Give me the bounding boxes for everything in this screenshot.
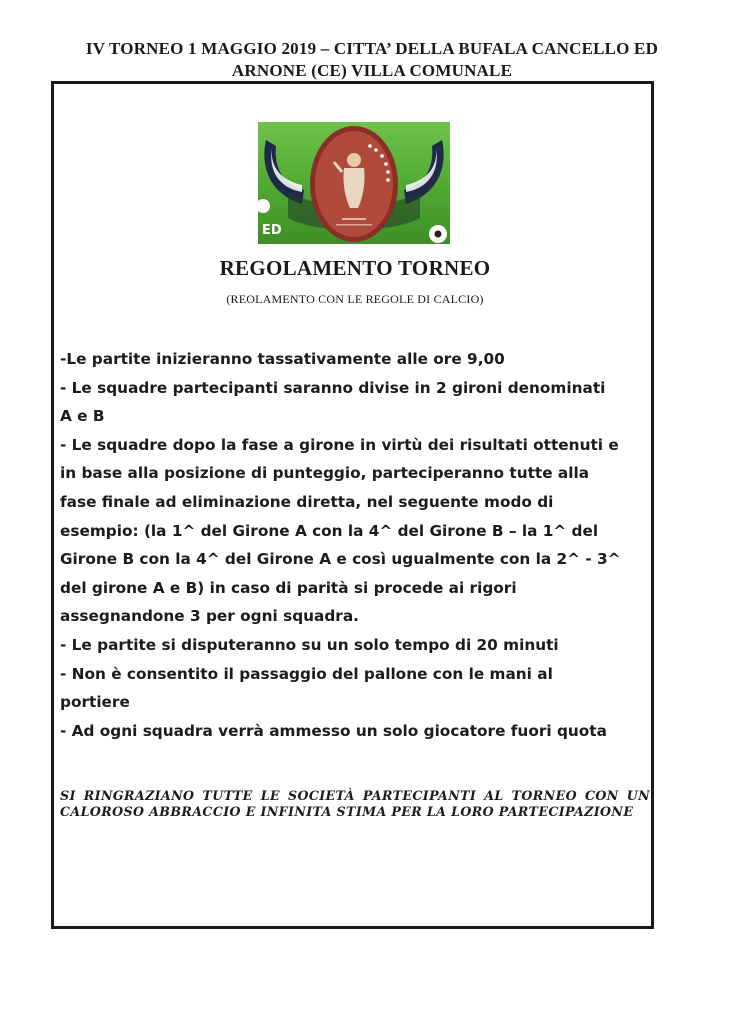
rules-line: del girone A e B) in caso di parità si procede ai rigori xyxy=(60,578,517,597)
rules-line: - Le squadre partecipanti saranno divise in 2 gironi denominati xyxy=(60,378,606,397)
rules-line: A e B xyxy=(60,407,105,426)
left-horn-icon xyxy=(264,140,304,204)
tournament-logo xyxy=(258,122,450,244)
rules-line: - Ad ogni squadra verrà ammesso un solo giocatore fuori quota xyxy=(60,721,607,740)
rules-line: -Le partite inizieranno tassativamente alle ore 9,00 xyxy=(60,350,505,368)
document-header xyxy=(40,38,704,82)
rules-line: - Non è consentito il passaggio del pallone con le mani al xyxy=(60,664,553,683)
rules-line: fase finale ad eliminazione diretta, nel seguente modo di xyxy=(60,492,554,511)
goddess-head-icon xyxy=(347,153,361,167)
rules-line: esempio: (la 1^ del Girone A con la 4^ del Girone B – la 1^ del xyxy=(60,521,599,540)
header-line-1: IV TORNEO 1 MAGGIO 2019 – CITTA’ DELLA BUFALA CANCELLO ED xyxy=(85,39,659,58)
page-subtitle: (REOLAMENTO CON LE REGOLE DI CALCIO) xyxy=(226,292,484,306)
thanks-note: SI RINGRAZIANO TUTTE LE SOCIETÀ PARTECIPANTI AL TORNEO CON UN CALOROSO ABBRACCIO E INFINITA STIMA PER LA LORO PARTECIPAZIONE xyxy=(60,788,650,819)
rules-line: portiere xyxy=(60,693,130,712)
header-line-2: ARNONE (CE) VILLA COMUNALE xyxy=(231,61,513,80)
page-title: REGOLAMENTO TORNEO xyxy=(219,256,491,280)
rules-line: - Le partite si disputeranno su un solo tempo di 20 minuti xyxy=(60,635,559,654)
right-horn-icon xyxy=(404,140,444,204)
rules-line: - Le squadre dopo la fase a girone in virtù dei risultati ottenuti e xyxy=(60,435,619,454)
logo-graphic xyxy=(258,122,450,244)
rules-line: in base alla posizione di punteggio, parteciperanno tutte alla xyxy=(60,464,590,483)
rules-list xyxy=(60,345,650,745)
logo-corner-text: ED xyxy=(262,223,282,238)
rules-line: assegnandone 3 per ogni squadra. xyxy=(60,607,359,626)
rules-line: Girone B con la 4^ del Girone A e così ugualmente con la 2^ - 3^ xyxy=(60,550,621,569)
